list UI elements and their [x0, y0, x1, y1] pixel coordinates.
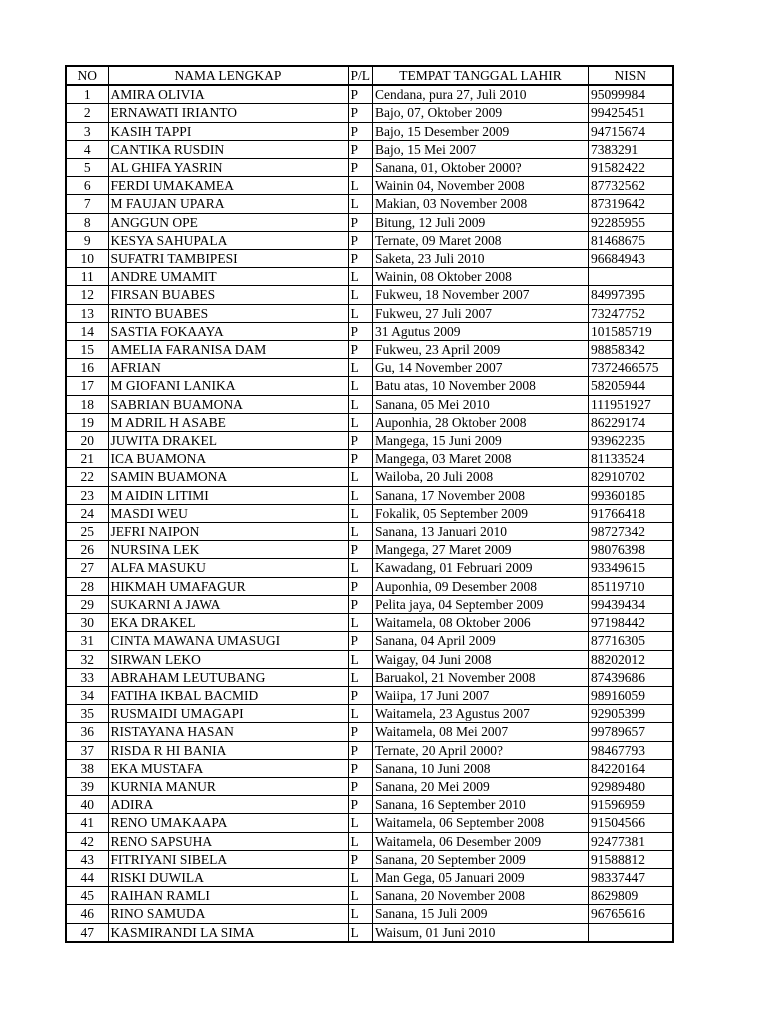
table-row — [66, 432, 673, 450]
student-name-cell: AMELIA FARANISA DAM — [108, 341, 348, 359]
birth-place-date-cell: Sanana, 01, Oktober 2000? — [373, 159, 589, 177]
nisn-cell — [589, 923, 673, 942]
student-name-cell: CANTIKA RUSDIN — [108, 140, 348, 158]
nisn-cell: 101585719 — [589, 322, 673, 340]
nisn-cell: 87732562 — [589, 177, 673, 195]
student-name-cell: HIKMAH UMAFAGUR — [108, 577, 348, 595]
gender-cell: P — [348, 759, 373, 777]
row-number-cell: 21 — [66, 450, 108, 468]
table-row — [66, 777, 673, 795]
row-number-cell: 10 — [66, 250, 108, 268]
birth-place-date-cell: Auponhia, 09 Desember 2008 — [373, 577, 589, 595]
birth-place-date-cell: Mangega, 15 Juni 2009 — [373, 432, 589, 450]
table-row — [66, 322, 673, 340]
table-row — [66, 650, 673, 668]
nisn-cell: 86229174 — [589, 413, 673, 431]
birth-place-date-cell: Waitamela, 06 Desember 2009 — [373, 832, 589, 850]
gender-cell: P — [348, 159, 373, 177]
row-number-cell: 40 — [66, 796, 108, 814]
row-number-cell: 5 — [66, 159, 108, 177]
nisn-cell: 94715674 — [589, 122, 673, 140]
student-name-cell: KESYA SAHUPALA — [108, 231, 348, 249]
row-number-cell: 47 — [66, 923, 108, 942]
table-row — [66, 359, 673, 377]
birth-place-date-cell: Kawadang, 01 Februari 2009 — [373, 559, 589, 577]
nisn-cell: 88202012 — [589, 650, 673, 668]
gender-cell: L — [348, 832, 373, 850]
birth-place-date-cell: Sanana, 17 November 2008 — [373, 486, 589, 504]
row-number-cell: 6 — [66, 177, 108, 195]
birth-place-date-cell: Saketa, 23 Juli 2010 — [373, 250, 589, 268]
birth-place-date-cell: Gu, 14 November 2007 — [373, 359, 589, 377]
student-name-cell: ALFA MASUKU — [108, 559, 348, 577]
table-row — [66, 923, 673, 942]
birth-place-date-cell: Pelita jaya, 04 September 2009 — [373, 595, 589, 613]
row-number-cell: 46 — [66, 905, 108, 923]
gender-cell: P — [348, 741, 373, 759]
row-number-cell: 3 — [66, 122, 108, 140]
birth-place-date-cell: Waigay, 04 Juni 2008 — [373, 650, 589, 668]
nisn-cell: 91766418 — [589, 504, 673, 522]
birth-place-date-cell: Ternate, 20 April 2000? — [373, 741, 589, 759]
nisn-cell: 98467793 — [589, 741, 673, 759]
nisn-cell: 7372466575 — [589, 359, 673, 377]
table-row — [66, 413, 673, 431]
row-number-cell: 11 — [66, 268, 108, 286]
student-name-cell: ANDRE UMAMIT — [108, 268, 348, 286]
table-row — [66, 541, 673, 559]
nisn-cell: 98076398 — [589, 541, 673, 559]
birth-place-date-cell: Bajo, 15 Mei 2007 — [373, 140, 589, 158]
nisn-cell: 98858342 — [589, 341, 673, 359]
birth-place-date-cell: Fukweu, 18 November 2007 — [373, 286, 589, 304]
birth-place-date-cell: Sanana, 20 November 2008 — [373, 887, 589, 905]
gender-cell: P — [348, 432, 373, 450]
row-number-cell: 25 — [66, 523, 108, 541]
birth-place-date-cell: Waitamela, 08 Mei 2007 — [373, 723, 589, 741]
nisn-cell: 111951927 — [589, 395, 673, 413]
row-number-cell: 41 — [66, 814, 108, 832]
row-number-cell: 29 — [66, 595, 108, 613]
student-name-cell: JEFRI NAIPON — [108, 523, 348, 541]
row-number-cell: 15 — [66, 341, 108, 359]
student-name-cell: RENO UMAKAAPA — [108, 814, 348, 832]
student-name-cell: FIRSAN BUABES — [108, 286, 348, 304]
gender-cell: L — [348, 868, 373, 886]
birth-place-date-cell: Sanana, 20 September 2009 — [373, 850, 589, 868]
row-number-cell: 31 — [66, 632, 108, 650]
student-name-cell: KURNIA MANUR — [108, 777, 348, 795]
gender-cell: P — [348, 541, 373, 559]
table-row — [66, 614, 673, 632]
student-name-cell: M AIDIN LITIMI — [108, 486, 348, 504]
nisn-cell: 84997395 — [589, 286, 673, 304]
student-name-cell: SASTIA FOKAAYA — [108, 322, 348, 340]
table-body — [66, 85, 673, 942]
header-nisn: NISN — [589, 66, 673, 85]
row-number-cell: 26 — [66, 541, 108, 559]
gender-cell: L — [348, 377, 373, 395]
student-name-cell: FITRIYANI SIBELA — [108, 850, 348, 868]
student-name-cell: ANGGUN OPE — [108, 213, 348, 231]
nisn-cell: 99439434 — [589, 595, 673, 613]
table-row — [66, 796, 673, 814]
table-row — [66, 759, 673, 777]
table-row — [66, 140, 673, 158]
student-name-cell: MASDI WEU — [108, 504, 348, 522]
student-name-cell: EKA MUSTAFA — [108, 759, 348, 777]
student-name-cell: RINO SAMUDA — [108, 905, 348, 923]
row-number-cell: 17 — [66, 377, 108, 395]
table-row — [66, 304, 673, 322]
gender-cell: P — [348, 231, 373, 249]
row-number-cell: 39 — [66, 777, 108, 795]
row-number-cell: 8 — [66, 213, 108, 231]
gender-cell: P — [348, 213, 373, 231]
birth-place-date-cell: Waisum, 01 Juni 2010 — [373, 923, 589, 942]
student-name-cell: RISDA R HI BANIA — [108, 741, 348, 759]
row-number-cell: 36 — [66, 723, 108, 741]
nisn-cell: 91596959 — [589, 796, 673, 814]
table-row — [66, 595, 673, 613]
student-name-cell: ERNAWATI IRIANTO — [108, 104, 348, 122]
gender-cell: L — [348, 195, 373, 213]
student-name-cell: FATIHA IKBAL BACMID — [108, 686, 348, 704]
gender-cell: L — [348, 614, 373, 632]
nisn-cell: 82910702 — [589, 468, 673, 486]
student-name-cell: SABRIAN BUAMONA — [108, 395, 348, 413]
birth-place-date-cell: Sanana, 16 September 2010 — [373, 796, 589, 814]
gender-cell: P — [348, 577, 373, 595]
row-number-cell: 1 — [66, 85, 108, 104]
student-name-cell: NURSINA LEK — [108, 541, 348, 559]
row-number-cell: 34 — [66, 686, 108, 704]
nisn-cell: 91582422 — [589, 159, 673, 177]
nisn-cell: 92905399 — [589, 705, 673, 723]
gender-cell: P — [348, 250, 373, 268]
row-number-cell: 45 — [66, 887, 108, 905]
student-name-cell: M GIOFANI LANIKA — [108, 377, 348, 395]
table-row — [66, 814, 673, 832]
table-row — [66, 377, 673, 395]
table-row — [66, 705, 673, 723]
header-birth-place-date: TEMPAT TANGGAL LAHIR — [373, 66, 589, 85]
gender-cell: P — [348, 686, 373, 704]
nisn-cell: 91504566 — [589, 814, 673, 832]
header-name: NAMA LENGKAP — [108, 66, 348, 85]
student-name-cell: FERDI UMAKAMEA — [108, 177, 348, 195]
student-name-cell: RISKI DUWILA — [108, 868, 348, 886]
birth-place-date-cell: Mangega, 27 Maret 2009 — [373, 541, 589, 559]
table-row — [66, 250, 673, 268]
birth-place-date-cell: Sanana, 10 Juni 2008 — [373, 759, 589, 777]
table-row — [66, 231, 673, 249]
gender-cell: L — [348, 705, 373, 723]
birth-place-date-cell: Bajo, 15 Desember 2009 — [373, 122, 589, 140]
birth-place-date-cell: Sanana, 04 April 2009 — [373, 632, 589, 650]
nisn-cell: 98916059 — [589, 686, 673, 704]
birth-place-date-cell: Makian, 03 November 2008 — [373, 195, 589, 213]
student-name-cell: AFRIAN — [108, 359, 348, 377]
row-number-cell: 23 — [66, 486, 108, 504]
student-name-cell: SUKARNI A JAWA — [108, 595, 348, 613]
table-row — [66, 559, 673, 577]
gender-cell: P — [348, 85, 373, 104]
nisn-cell: 81133524 — [589, 450, 673, 468]
gender-cell: L — [348, 304, 373, 322]
row-number-cell: 12 — [66, 286, 108, 304]
student-name-cell: M FAUJAN UPARA — [108, 195, 348, 213]
gender-cell: L — [348, 668, 373, 686]
student-table — [65, 65, 674, 943]
birth-place-date-cell: Batu atas, 10 November 2008 — [373, 377, 589, 395]
table-row — [66, 268, 673, 286]
gender-cell: L — [348, 395, 373, 413]
birth-place-date-cell: Sanana, 20 Mei 2009 — [373, 777, 589, 795]
birth-place-date-cell: Wailoba, 20 Juli 2008 — [373, 468, 589, 486]
gender-cell: P — [348, 104, 373, 122]
birth-place-date-cell: 31 Agutus 2009 — [373, 322, 589, 340]
nisn-cell: 73247752 — [589, 304, 673, 322]
birth-place-date-cell: Cendana, pura 27, Juli 2010 — [373, 85, 589, 104]
table-row — [66, 85, 673, 104]
table-row — [66, 450, 673, 468]
row-number-cell: 16 — [66, 359, 108, 377]
birth-place-date-cell: Sanana, 15 Juli 2009 — [373, 905, 589, 923]
gender-cell: P — [348, 723, 373, 741]
nisn-cell: 97198442 — [589, 614, 673, 632]
table-row — [66, 632, 673, 650]
row-number-cell: 2 — [66, 104, 108, 122]
nisn-cell: 7383291 — [589, 140, 673, 158]
table-row — [66, 741, 673, 759]
gender-cell: P — [348, 632, 373, 650]
table-row — [66, 686, 673, 704]
student-name-cell: RISTAYANA HASAN — [108, 723, 348, 741]
nisn-cell: 8629809 — [589, 887, 673, 905]
nisn-cell: 93962235 — [589, 432, 673, 450]
student-name-cell: AMIRA OLIVIA — [108, 85, 348, 104]
nisn-cell: 85119710 — [589, 577, 673, 595]
table-row — [66, 341, 673, 359]
gender-cell: L — [348, 486, 373, 504]
student-name-cell: JUWITA DRAKEL — [108, 432, 348, 450]
table-row — [66, 213, 673, 231]
nisn-cell: 84220164 — [589, 759, 673, 777]
nisn-cell: 98337447 — [589, 868, 673, 886]
student-name-cell: KASIH TAPPI — [108, 122, 348, 140]
birth-place-date-cell: Waitamela, 06 September 2008 — [373, 814, 589, 832]
table-row — [66, 195, 673, 213]
gender-cell: P — [348, 796, 373, 814]
row-number-cell: 13 — [66, 304, 108, 322]
student-name-cell: RAIHAN RAMLI — [108, 887, 348, 905]
nisn-cell: 96684943 — [589, 250, 673, 268]
birth-place-date-cell: Waitamela, 08 Oktober 2006 — [373, 614, 589, 632]
gender-cell: P — [348, 850, 373, 868]
header-row — [66, 66, 673, 85]
header-gender: P/L — [348, 66, 373, 85]
nisn-cell: 87439686 — [589, 668, 673, 686]
row-number-cell: 22 — [66, 468, 108, 486]
birth-place-date-cell: Bitung, 12 Juli 2009 — [373, 213, 589, 231]
row-number-cell: 30 — [66, 614, 108, 632]
gender-cell: L — [348, 923, 373, 942]
table-row — [66, 832, 673, 850]
gender-cell: L — [348, 177, 373, 195]
row-number-cell: 37 — [66, 741, 108, 759]
nisn-cell: 95099984 — [589, 85, 673, 104]
gender-cell: P — [348, 140, 373, 158]
row-number-cell: 18 — [66, 395, 108, 413]
student-name-cell: ABRAHAM LEUTUBANG — [108, 668, 348, 686]
gender-cell: L — [348, 559, 373, 577]
student-name-cell: CINTA MAWANA UMASUGI — [108, 632, 348, 650]
student-name-cell: ADIRA — [108, 796, 348, 814]
nisn-cell: 91588812 — [589, 850, 673, 868]
gender-cell: L — [348, 650, 373, 668]
nisn-cell: 92477381 — [589, 832, 673, 850]
gender-cell: L — [348, 814, 373, 832]
nisn-cell: 87716305 — [589, 632, 673, 650]
table-row — [66, 286, 673, 304]
header-no: NO — [66, 66, 108, 85]
row-number-cell: 7 — [66, 195, 108, 213]
nisn-cell: 92989480 — [589, 777, 673, 795]
gender-cell: P — [348, 450, 373, 468]
row-number-cell: 19 — [66, 413, 108, 431]
table-row — [66, 868, 673, 886]
birth-place-date-cell: Waiipa, 17 Juni 2007 — [373, 686, 589, 704]
gender-cell: L — [348, 268, 373, 286]
nisn-cell: 99789657 — [589, 723, 673, 741]
row-number-cell: 38 — [66, 759, 108, 777]
row-number-cell: 28 — [66, 577, 108, 595]
birth-place-date-cell: Fukweu, 27 Juli 2007 — [373, 304, 589, 322]
row-number-cell: 4 — [66, 140, 108, 158]
row-number-cell: 43 — [66, 850, 108, 868]
row-number-cell: 32 — [66, 650, 108, 668]
table-row — [66, 468, 673, 486]
birth-place-date-cell: Sanana, 05 Mei 2010 — [373, 395, 589, 413]
birth-place-date-cell: Waitamela, 23 Agustus 2007 — [373, 705, 589, 723]
gender-cell: P — [348, 595, 373, 613]
birth-place-date-cell: Bajo, 07, Oktober 2009 — [373, 104, 589, 122]
table-row — [66, 523, 673, 541]
gender-cell: P — [348, 322, 373, 340]
row-number-cell: 27 — [66, 559, 108, 577]
row-number-cell: 33 — [66, 668, 108, 686]
table-row — [66, 850, 673, 868]
birth-place-date-cell: Ternate, 09 Maret 2008 — [373, 231, 589, 249]
birth-place-date-cell: Fokalik, 05 September 2009 — [373, 504, 589, 522]
nisn-cell: 99360185 — [589, 486, 673, 504]
table-row — [66, 887, 673, 905]
gender-cell: L — [348, 523, 373, 541]
nisn-cell — [589, 268, 673, 286]
row-number-cell: 42 — [66, 832, 108, 850]
gender-cell: L — [348, 504, 373, 522]
birth-place-date-cell: Wainin, 08 Oktober 2008 — [373, 268, 589, 286]
student-name-cell: RENO SAPSUHA — [108, 832, 348, 850]
birth-place-date-cell: Fukweu, 23 April 2009 — [373, 341, 589, 359]
gender-cell: L — [348, 468, 373, 486]
table-row — [66, 668, 673, 686]
student-name-cell: SAMIN BUAMONA — [108, 468, 348, 486]
nisn-cell: 58205944 — [589, 377, 673, 395]
nisn-cell: 98727342 — [589, 523, 673, 541]
gender-cell: L — [348, 286, 373, 304]
birth-place-date-cell: Man Gega, 05 Januari 2009 — [373, 868, 589, 886]
student-name-cell: AL GHIFA YASRIN — [108, 159, 348, 177]
nisn-cell: 92285955 — [589, 213, 673, 231]
row-number-cell: 44 — [66, 868, 108, 886]
table-row — [66, 504, 673, 522]
nisn-cell: 93349615 — [589, 559, 673, 577]
student-name-cell: SUFATRI TAMBIPESI — [108, 250, 348, 268]
gender-cell: L — [348, 887, 373, 905]
table-row — [66, 723, 673, 741]
birth-place-date-cell: Auponhia, 28 Oktober 2008 — [373, 413, 589, 431]
student-name-cell: EKA DRAKEL — [108, 614, 348, 632]
row-number-cell: 24 — [66, 504, 108, 522]
table-row — [66, 577, 673, 595]
nisn-cell: 81468675 — [589, 231, 673, 249]
table-row — [66, 486, 673, 504]
gender-cell: L — [348, 413, 373, 431]
birth-place-date-cell: Baruakol, 21 November 2008 — [373, 668, 589, 686]
gender-cell: L — [348, 359, 373, 377]
birth-place-date-cell: Wainin 04, November 2008 — [373, 177, 589, 195]
gender-cell: L — [348, 905, 373, 923]
row-number-cell: 35 — [66, 705, 108, 723]
gender-cell: P — [348, 341, 373, 359]
student-name-cell: RUSMAIDI UMAGAPI — [108, 705, 348, 723]
row-number-cell: 14 — [66, 322, 108, 340]
table-row — [66, 122, 673, 140]
nisn-cell: 96765616 — [589, 905, 673, 923]
row-number-cell: 20 — [66, 432, 108, 450]
birth-place-date-cell: Sanana, 13 Januari 2010 — [373, 523, 589, 541]
table-row — [66, 177, 673, 195]
nisn-cell: 87319642 — [589, 195, 673, 213]
birth-place-date-cell: Mangega, 03 Maret 2008 — [373, 450, 589, 468]
student-name-cell: KASMIRANDI LA SIMA — [108, 923, 348, 942]
table-row — [66, 395, 673, 413]
student-name-cell: SIRWAN LEKO — [108, 650, 348, 668]
gender-cell: P — [348, 777, 373, 795]
gender-cell: P — [348, 122, 373, 140]
student-name-cell: M ADRIL H ASABE — [108, 413, 348, 431]
row-number-cell: 9 — [66, 231, 108, 249]
nisn-cell: 99425451 — [589, 104, 673, 122]
student-name-cell: RINTO BUABES — [108, 304, 348, 322]
table-row — [66, 159, 673, 177]
table-row — [66, 104, 673, 122]
student-name-cell: ICA BUAMONA — [108, 450, 348, 468]
table-row — [66, 905, 673, 923]
